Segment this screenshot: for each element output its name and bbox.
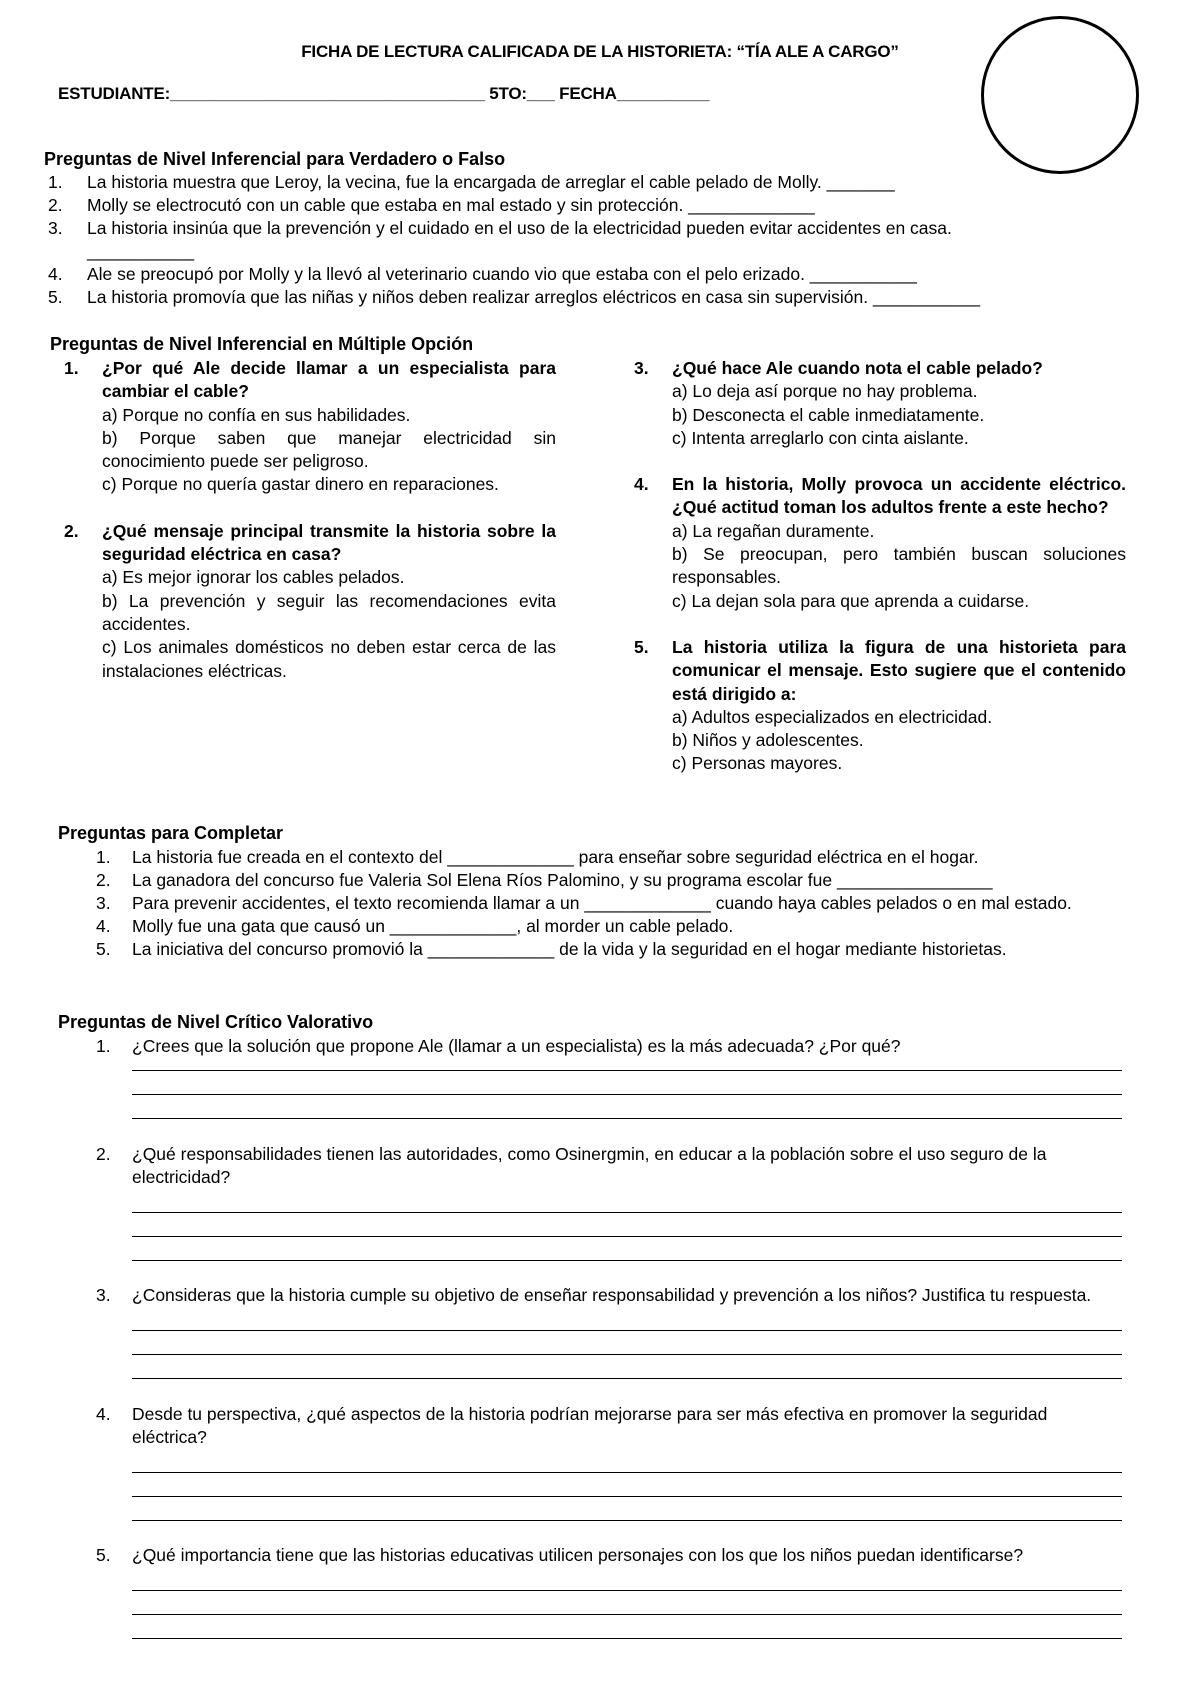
answer-line[interactable] [132, 1473, 1122, 1497]
list-item: 1. ¿Crees que la solución que propone Ale (llamar a un especialista) es la más adecuada? ¿Por qué? [96, 1035, 1126, 1119]
list-item: 5. ¿Qué importancia tiene que las historias educativas utilicen personajes con los que los niños puedan identificarse? [96, 1544, 1126, 1639]
list-item: 1. La historia muestra que Leroy, la vecina, fue la encargada de arreglar el cable pelado de Molly. _______ [48, 172, 895, 192]
question-5: 5. La historia utiliza la figura de una historieta para comunicar el mensaje. Esto sugiere que el contenido está dirigido a: a) Adultos especializados en electricidad. b) Niños y adolescentes. c) Personas mayores. [634, 636, 1126, 774]
section-title-complete: Preguntas para Completar [58, 823, 284, 843]
answer-line[interactable] [132, 1307, 1122, 1331]
question-4: 4. En la historia, Molly provoca un accidente eléctrico. ¿Qué actitud toman los adultos frente a este hecho? a) La regañan duramente. b) Se preocupan, pero también buscan soluciones responsables. c) La dejan sola para que aprenda a cuidarse. [634, 474, 1126, 611]
section-title-multiple-choice: Preguntas de Nivel Inferencial en Múltiple Opción [50, 334, 474, 354]
answer-line[interactable] [132, 1058, 1122, 1071]
answer-line[interactable] [132, 1567, 1122, 1591]
page-title: FICHA DE LECTURA CALIFICADA DE LA HISTORIETA: “TÍA ALE A CARGO” [301, 42, 899, 61]
answer-line[interactable] [132, 1331, 1122, 1355]
list-item: 4. Desde tu perspectiva, ¿qué aspectos de la historia podrían mejorarse para ser más efectiva en promover la seguridad eléctrica? [96, 1403, 1126, 1521]
list-item: 3. Para prevenir accidentes, el texto recomienda llamar a un _____________ cuando haya cables pelados o en mal estado. [96, 893, 1072, 913]
answer-line[interactable] [132, 1591, 1122, 1615]
grade-circle [981, 16, 1139, 174]
section-title-critical: Preguntas de Nivel Crítico Valorativo [58, 1012, 374, 1032]
answer-line[interactable] [132, 1355, 1122, 1379]
section-title-true-false: Preguntas de Nivel Inferencial para Verdadero o Falso [44, 149, 506, 169]
student-info-line: ESTUDIANTE:__________________________________ 5TO:___ FECHA__________ [58, 84, 710, 103]
list-item: 5. La historia promovía que las niñas y niños deben realizar arreglos eléctricos en casa sin supervisión. ___________ [48, 287, 981, 307]
answer-line[interactable] [132, 1449, 1122, 1473]
list-item: 4. Molly fue una gata que causó un _____________, al morder un cable pelado. [96, 916, 734, 936]
list-item: 2. La ganadora del concurso fue Valeria Sol Elena Ríos Palomino, y su programa escolar fue ________________ [96, 870, 993, 890]
list-item: 5. La iniciativa del concurso promovió la _____________ de la vida y la seguridad en el hogar mediante historietas. [96, 939, 1007, 959]
list-item: 1. La historia fue creada en el contexto del _____________ para enseñar sobre seguridad eléctrica en el hogar. [96, 847, 979, 867]
multiple-choice-right-column [634, 357, 1126, 776]
list-item: 3. La historia insinúa que la prevención y el cuidado en el uso de la electricidad pueden evitar accidentes en casa. ___________ [48, 218, 952, 261]
critical-list [96, 1035, 1126, 1663]
list-item: 2. ¿Qué responsabilidades tienen las autoridades, como Osinergmin, en educar a la población sobre el uso seguro de la electricidad? [96, 1143, 1126, 1261]
answer-line[interactable] [132, 1615, 1122, 1639]
question-1: 1. ¿Por qué Ale decide llamar a un especialista para cambiar el cable? a) Porque no confía en sus habilidades. b) Porque saben que manejar electricidad sin conocimiento puede ser peligroso. c) Porque no quería gastar dinero en reparaciones. [64, 358, 556, 495]
answer-line[interactable] [132, 1189, 1122, 1213]
question-2: 2. ¿Qué mensaje principal transmite la historia sobre la seguridad eléctrica en casa? a) Es mejor ignorar los cables pelados. b) La prevención y seguir las recomendaciones evita accidentes. c) Los animales domésticos no deben estar cerca de las instalaciones eléctricas. [64, 520, 556, 681]
list-item: 4. Ale se preocupó por Molly y la llevó al veterinario cuando vio que estaba con el pelo erizado. ___________ [48, 264, 917, 284]
true-false-list [48, 171, 1128, 309]
answer-line[interactable] [132, 1095, 1122, 1119]
list-item: 2. Molly se electrocutó con un cable que estaba en mal estado y sin protección. _____________ [48, 195, 815, 215]
answer-line[interactable] [132, 1071, 1122, 1095]
answer-line[interactable] [132, 1497, 1122, 1521]
question-3: 3. ¿Qué hace Ale cuando nota el cable pelado? a) Lo deja así porque no hay problema. b) Desconecta el cable inmediatamente. c) Intenta arreglarlo con cinta aislante. [634, 358, 1043, 448]
list-item: 3. ¿Consideras que la historia cumple su objetivo de enseñar responsabilidad y prevención a los niños? Justifica tu respuesta. [96, 1284, 1126, 1379]
answer-line[interactable] [132, 1237, 1122, 1261]
multiple-choice-left-column [64, 357, 556, 683]
complete-list [96, 846, 1126, 961]
answer-line[interactable] [132, 1213, 1122, 1237]
